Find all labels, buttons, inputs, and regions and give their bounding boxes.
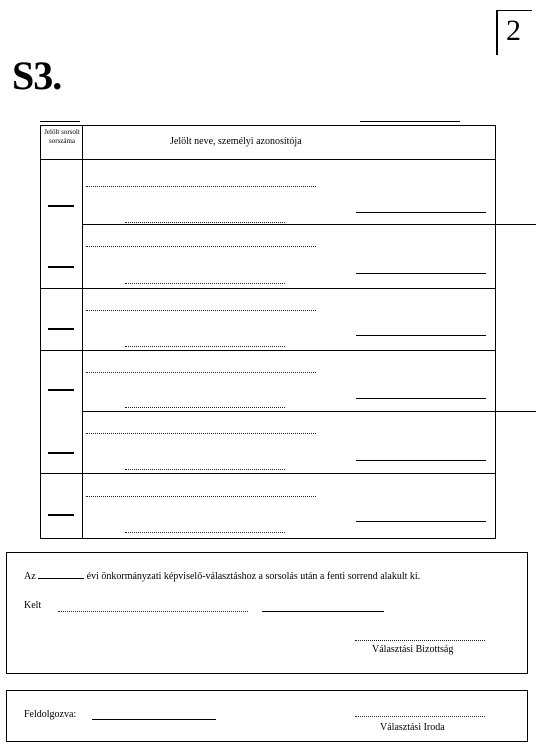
personal-id-field[interactable] [356, 273, 486, 274]
candidate-name-field[interactable] [125, 407, 285, 408]
name-column-header: Jelölt neve, személyi azonosítója [170, 136, 302, 147]
candidate-name-field[interactable] [125, 222, 285, 223]
statement-line [24, 571, 524, 582]
top-rule [360, 121, 460, 122]
candidate-name-field[interactable] [125, 532, 285, 533]
personal-id-field[interactable] [356, 212, 486, 213]
form-code: S3. [12, 53, 62, 98]
candidate-name-field[interactable] [86, 186, 316, 187]
signature-line[interactable] [355, 640, 485, 641]
top-rule [40, 121, 80, 122]
row-divider [82, 224, 536, 225]
candidate-table [40, 125, 496, 539]
statement-prefix: Az [24, 571, 36, 582]
row-divider [41, 473, 495, 474]
date-field[interactable] [262, 611, 384, 612]
column-divider [82, 126, 83, 538]
candidate-name-field[interactable] [86, 310, 316, 311]
order-column-header: Jelölt sorsolt sorszáma [44, 128, 80, 145]
row-divider [41, 288, 495, 289]
order-number-field[interactable] [48, 452, 74, 454]
personal-id-field[interactable] [356, 398, 486, 399]
candidate-name-field[interactable] [125, 346, 285, 347]
personal-id-field[interactable] [356, 460, 486, 461]
personal-id-field[interactable] [356, 521, 486, 522]
order-number-field[interactable] [48, 514, 74, 516]
statement-text: évi önkormányzati képviselő-választáshoz a sorsolás után a fenti sorrend alakult ki. [86, 571, 421, 582]
date-label: Kelt [24, 600, 42, 611]
candidate-name-field[interactable] [86, 246, 316, 247]
candidate-name-field[interactable] [86, 372, 316, 373]
header-divider [41, 159, 495, 160]
row-divider [41, 350, 495, 351]
order-number-field[interactable] [48, 389, 74, 391]
order-number-field[interactable] [48, 266, 74, 268]
processed-date-field[interactable] [92, 719, 216, 720]
office-label: Választási Iroda [380, 722, 445, 733]
candidate-name-field[interactable] [125, 283, 285, 284]
candidate-name-field[interactable] [125, 469, 285, 470]
row-divider [82, 411, 536, 412]
order-number-field[interactable] [48, 328, 74, 330]
processed-label: Feldolgozva: [24, 709, 77, 720]
page-number: 2 [506, 14, 521, 47]
committee-label: Választási Bizottság [372, 644, 454, 655]
date-place-field[interactable] [58, 611, 248, 612]
personal-id-field[interactable] [356, 335, 486, 336]
signature-line[interactable] [355, 716, 485, 717]
order-number-field[interactable] [48, 205, 74, 207]
candidate-name-field[interactable] [86, 433, 316, 434]
year-field[interactable] [38, 578, 84, 579]
candidate-name-field[interactable] [86, 496, 316, 497]
